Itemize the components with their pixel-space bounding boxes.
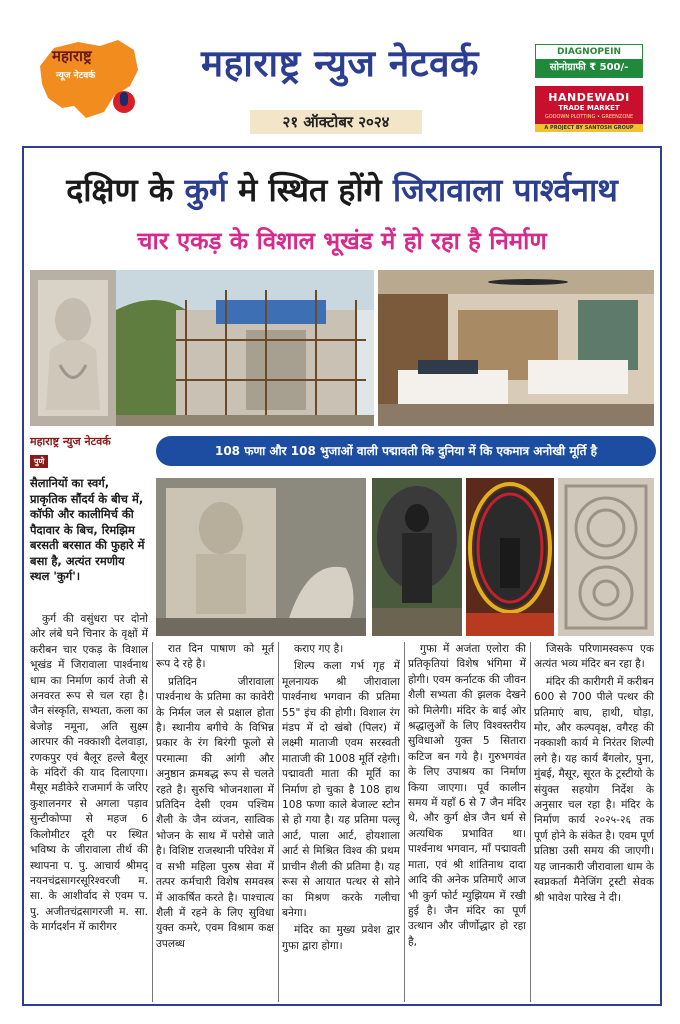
room-image xyxy=(378,270,654,426)
stone-carving-image xyxy=(156,478,366,636)
newspaper-title: महाराष्ट्र न्युज नेटवर्क xyxy=(201,41,479,85)
ad1-brand: DIAGNOPEIN xyxy=(557,47,621,57)
issue-date: २१ ऑक्टोबर २०२४ xyxy=(250,110,422,134)
masthead xyxy=(0,0,680,138)
ad1-offer: सोनोग्राफी ₹ 500/- xyxy=(536,59,642,77)
headline-part-d: जिरावाला पार्श्वनाथ xyxy=(392,171,618,209)
carving-image xyxy=(30,270,116,426)
headline-part-a: दक्षिण के xyxy=(66,171,185,209)
dateline-city: पुणे xyxy=(30,455,48,468)
decorated-idol-photo xyxy=(466,478,554,636)
temple-construction-photo xyxy=(116,270,374,426)
cottage-room-photo xyxy=(378,270,654,426)
column-divider xyxy=(404,642,405,1002)
byline: महाराष्ट्र न्युज नेटवर्क xyxy=(30,435,111,448)
column-5 xyxy=(534,642,654,1002)
column-1 xyxy=(30,612,148,1002)
decorated-idol-image xyxy=(466,478,554,636)
jali-image xyxy=(558,478,654,636)
story-subhead: चार एकड़ के विशाल भूखंड में हो रहा है निर्माण xyxy=(137,227,547,255)
stone-carving-photo xyxy=(156,478,366,636)
carved-idol-photo xyxy=(30,270,116,426)
ad2-footer: A PROJECT BY SANTOSH GROUP xyxy=(535,124,643,132)
padmavati-idol-photo xyxy=(372,478,462,636)
logo-subtext: न्यूज नेटवर्क xyxy=(56,71,96,81)
side-quote: सैलानियों का स्वर्ग, प्राकृतिक सौंदर्य के बीच में, कॉफी और कालीमिर्च की पैदावार के बिच, रिमझिम बरसती बरसात की फुहारे में बसा है, अत्यंत रमणीय स्थल 'कुर्ग'। xyxy=(30,476,145,583)
column-divider xyxy=(152,642,153,1002)
handewadi-ad[interactable] xyxy=(535,86,643,132)
column-5-text-b: मंदिर की कारीगरी में करीबन 600 से 700 पीले पत्थर की प्रतिमाएं बाघ, हाथी, घोड़ा, मोर, और कल्पवृक्ष, वगैरह की नक्काशी कार्य मे निरंतर शिल्पी लगे है। यह कार्य बैंगलोर, पुना, मुंबई, मैसूर, सूरत के ट्रस्टीयो के संयुक्त सहयोग निर्देश के अनुसार चल रहा है। मंदिर के निर्माण कार्य २०२५-२६ तक पूर्ण होने के संकेत है। एवम पूर्ण प्रतिष्ठा उसी समय की जाएगी। यह जानकारी जीरावाला धाम के स्वप्नकर्ता मैनेजिंग ट्रस्टी सेवक श्री भावेश पारेख ने दी। xyxy=(534,675,654,904)
padmavati-banner: 108 फणा और 108 भुजाओं वाली पद्मावती कि दुनिया में कि एकमात्र अनोखी मूर्ति है xyxy=(156,436,656,466)
jali-carving-photo xyxy=(558,478,654,636)
black-idol-image xyxy=(372,478,462,636)
headline-part-c: मे स्थित होंगे xyxy=(227,171,393,209)
construction-image xyxy=(116,270,374,426)
column-3 xyxy=(282,642,400,1002)
story-headline xyxy=(24,168,660,211)
column-4-text: गुफा में अजंता एलोरा की प्रतिकृतियां विशेष भंगिमा में होगी। एवम कर्नाटक की जीवन शैली सभ्यता की झलक देखने को मिलेगी। मंदिर के बाई ओर श्रद्धालुओं के लिए विश्वस्तरीय सुविधाओ युक्त 5 सितारा कटिज बन गये है। गुरुभगवंत के लिए उपाश्रय का निर्माण किया जाएगा। पूर्व कालीन समय में यहाँ 6 से 7 जैन मंदिर थे, और कुर्ग क्षेत्र जैन धर्म से अत्यधिक प्रभावित था। पार्श्वनाथ भगवान, माँ पद्मावती माता, एवं श्री शांतिनाथ दादा आदि की अनेक प्रतिमाएँ आज भी कुर्ग फोर्ट म्युझियम में रखी हुई है। जैन मंदिर का पूर्ण उत्थान और जीर्णोद्धार हो रहा है, xyxy=(408,643,526,948)
ad2-sub: TRADE MARKET xyxy=(558,104,620,112)
column-3-text-a: कराए गए है। xyxy=(294,643,344,655)
headline-part-b: कुर्ग xyxy=(184,171,228,209)
column-divider xyxy=(278,642,279,1002)
column-divider xyxy=(530,642,531,1002)
ad2-tag: GODOWN PLOTTING • GREENZONE xyxy=(544,114,634,120)
column-3-text-b: शिल्प कला गर्भ गृह में मूलनायक श्री जीरावाला पार्श्वनाथ भगवान की प्रतिमा 55" इंच की होगी। विशाल रंग मंडप में दो खंबो (पिलर) में लक्ष्मी माताजी एवम सरस्वती माताजी की 1008 मूर्ति रहेगी। पद्मावती माता की मूर्ति का निर्माण हो चुका है 108 हाथ 108 फणा काले बेजाल्ट स्टोन से हो गया है। यह प्रतिमा पल्लू आर्ट, पाला आर्ट, होयशाला आर्ट से मिश्रित विश्व की प्रथम प्राचीन शैली की प्रतिमा है। यह रूस से आयात पत्थर से सोने का मिश्रण करके गलीचा बनेगा। xyxy=(282,660,400,919)
maharashtra-map-logo xyxy=(34,36,142,122)
logo-text: महाराष्ट्र xyxy=(52,47,92,65)
column-3-text-c: मंदिर का मुख्य प्रवेश द्वार गुफा द्वारा होगा। xyxy=(282,924,400,952)
diagnopein-ad[interactable] xyxy=(535,44,643,78)
story-frame xyxy=(22,146,662,1006)
column-2-text-b: प्रतिदिन जीरावाला पार्श्वनाथ के प्रतिमा का कावेरी के निर्मल जल से प्रक्षाल होता है। स्थानीय बगीचे के विभिन्न प्रकार के रंग बिरंगी फूलो से परमात्मा की आंगी और अनुष्ठान क्रमबद्ध रूप से चलते रहते है। सुरुचि भोजनशाला में प्रतिदिन देसी एवम पश्चिम शैली के जैन व्यंजन, सात्विक भोजन के साथ में परोसे जाते है। विशिष्ट राजस्थानी परिवेश में व सभी महिला पुरुष सेवा में तत्पर कर्मचारी विशेष समवस्त्र में आकर्षित करते है। पाश्चात्य शैली में रहने के लिए सुविधा युक्त कमरे, एवम विश्राम कक्ष उपलब्ध xyxy=(156,675,274,950)
column-2-text-a: रात दिन पाषाण को मूर्त रूप दे रहे है। xyxy=(156,643,274,671)
column-1-text: कुर्ग की वसुंधरा पर दोनो ओर लंबे घने चिनार के वृक्षों में करीबन चार एकड़ के विशाल भूखंड में जिरावाला पार्श्वनाथ धाम का निर्माण कार्य तेजी से अनवरत रूप से चल रहा है। जैन संस्कृति, सभ्यता, कला का बेजोड़ नमूना, अति सुक्ष्म आरपार की नक्काशी देलवाड़ा, रणकपुर एवं बैलूर हल्ले बैलूर के मंदिरों की याद दिलाएगा। मैसूर मडीकेरे राजमार्ग के जरिए कुशालनगर से अगला पड़ाव सुन्टीकोप्पा से महज 6 किलोमीटर दूरी पर स्थित भविष्य के जीरावाला तीर्थ की स्थापना प. पु. आचार्य श्रीमद् नयनचंद्रसागरसूरिश्वरजी म. सा. के आशीर्वाद से एवम प. पु. अजीतचंद्रसागरजी म. सा. के मार्गदर्शन में कारीगर xyxy=(30,613,148,934)
column-4 xyxy=(408,642,526,1002)
column-2 xyxy=(156,642,274,1002)
column-5-text-a: जिसके परिणामस्वरूप एक अत्यंत भव्य मंदिर बन रहा है। xyxy=(534,643,654,671)
ad2-brand: HANDEWADI xyxy=(548,91,630,104)
